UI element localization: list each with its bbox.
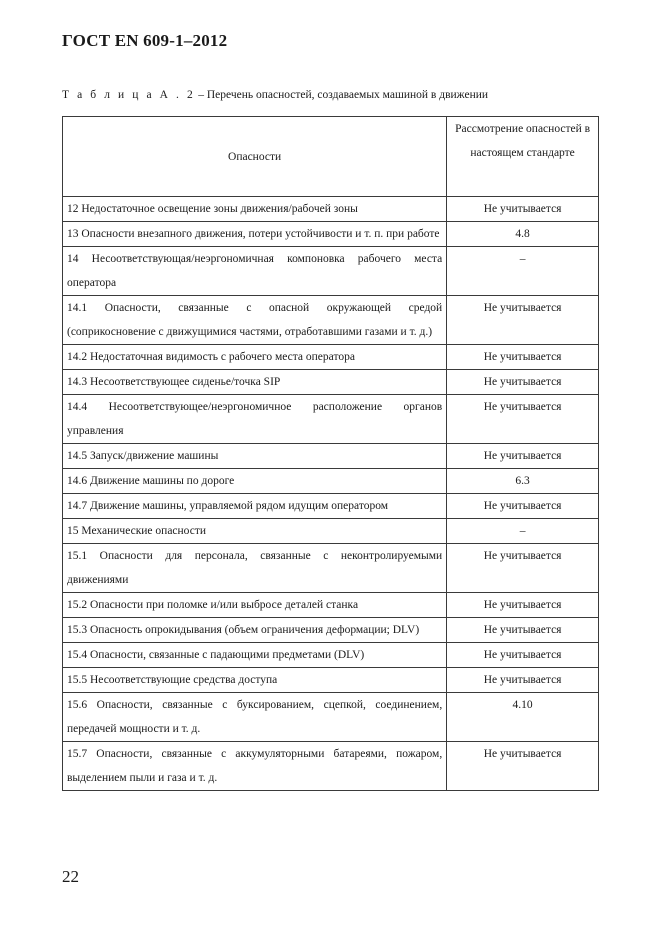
table-row xyxy=(63,296,599,345)
page-number: 22 xyxy=(62,867,79,886)
hazard-cell: 14 Несоответствующая/неэргономичная компоновка рабочего места оператора xyxy=(63,247,447,296)
consideration-cell: Не учитывается xyxy=(447,296,599,345)
hazard-cell: 14.6 Движение машины по дороге xyxy=(63,469,447,494)
table-row xyxy=(63,345,599,370)
consideration-cell: – xyxy=(447,519,599,544)
hazard-cell: 15.6 Опасности, связанные с буксированием, сцепкой, соединением, передачей мощности и т. д. xyxy=(63,693,447,742)
hazard-cell: 15 Механические опасности xyxy=(63,519,447,544)
table-caption-text: – Перечень опасностей, создаваемых машиной в движении xyxy=(195,89,489,101)
table-row xyxy=(63,618,599,643)
table-row xyxy=(63,370,599,395)
hazard-cell: 14.1 Опасности, связанные с опасной окружающей средой (соприкосновение с движущимися частями, отработавшими газами и т. д.) xyxy=(63,296,447,345)
hazard-cell: 14.4 Несоответствующее/неэргономичное расположение органов управления xyxy=(63,395,447,444)
hazard-cell: 12 Недостаточное освещение зоны движения/рабочей зоны xyxy=(63,197,447,222)
table-caption xyxy=(62,89,488,101)
table-row xyxy=(63,395,599,444)
consideration-cell: Не учитывается xyxy=(447,668,599,693)
consideration-cell: Не учитывается xyxy=(447,494,599,519)
hazard-cell: 15.2 Опасности при поломке и/или выбросе деталей станка xyxy=(63,593,447,618)
table-row xyxy=(63,247,599,296)
table-row xyxy=(63,444,599,469)
table-row xyxy=(63,593,599,618)
hazard-cell: 15.1 Опасности для персонала, связанные с неконтролируемыми движениями xyxy=(63,544,447,593)
consideration-cell: Не учитывается xyxy=(447,593,599,618)
table-body xyxy=(63,197,599,791)
hazard-cell: 15.7 Опасности, связанные с аккумуляторными батареями, пожаром, выделением пыли и газа и т. д. xyxy=(63,742,447,791)
consideration-cell: Не учитывается xyxy=(447,643,599,668)
hazards-table xyxy=(62,116,599,791)
hazard-cell: 14.2 Недостаточная видимость с рабочего места оператора xyxy=(63,345,447,370)
consideration-cell: Не учитывается xyxy=(447,197,599,222)
consideration-cell: Не учитывается xyxy=(447,345,599,370)
consideration-cell: – xyxy=(447,247,599,296)
table-row xyxy=(63,544,599,593)
table-row xyxy=(63,693,599,742)
table-row xyxy=(63,742,599,791)
consideration-cell: 4.8 xyxy=(447,222,599,247)
consideration-cell: Не учитывается xyxy=(447,395,599,444)
consideration-cell: Не учитывается xyxy=(447,444,599,469)
table-header-row xyxy=(63,117,599,197)
table-row xyxy=(63,643,599,668)
table-row xyxy=(63,469,599,494)
column-header-consideration: Рассмотрение опасностей в настоящем стандарте xyxy=(447,117,599,197)
table-row xyxy=(63,494,599,519)
hazard-cell: 15.3 Опасность опрокидывания (объем ограничения деформации; DLV) xyxy=(63,618,447,643)
hazard-cell: 15.5 Несоответствующие средства доступа xyxy=(63,668,447,693)
table-caption-prefix: Т а б л и ц а А . 2 xyxy=(62,89,196,101)
hazard-cell: 14.5 Запуск/движение машины xyxy=(63,444,447,469)
consideration-cell: 4.10 xyxy=(447,693,599,742)
document-header: ГОСТ EN 609-1–2012 xyxy=(62,31,228,50)
consideration-cell: Не учитывается xyxy=(447,618,599,643)
table-row xyxy=(63,668,599,693)
consideration-cell: Не учитывается xyxy=(447,370,599,395)
hazard-cell: 14.7 Движение машины, управляемой рядом идущим оператором xyxy=(63,494,447,519)
column-header-hazards: Опасности xyxy=(63,117,447,197)
hazard-cell: 13 Опасности внезапного движения, потери устойчивости и т. п. при работе xyxy=(63,222,447,247)
table-row xyxy=(63,222,599,247)
table-row xyxy=(63,197,599,222)
consideration-cell: Не учитывается xyxy=(447,544,599,593)
table-row xyxy=(63,519,599,544)
hazard-cell: 15.4 Опасности, связанные с падающими предметами (DLV) xyxy=(63,643,447,668)
hazard-cell: 14.3 Несоответствующее сиденье/точка SIP xyxy=(63,370,447,395)
consideration-cell: Не учитывается xyxy=(447,742,599,791)
consideration-cell: 6.3 xyxy=(447,469,599,494)
